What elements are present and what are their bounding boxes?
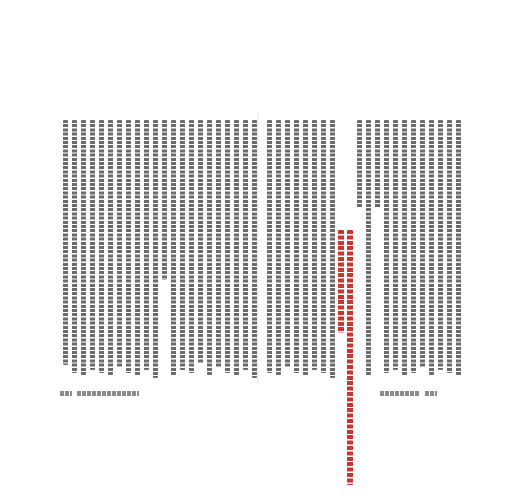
text-column [303,120,308,375]
text-column [294,120,299,373]
text-column [243,120,248,370]
text-column [312,120,317,370]
text-column [144,120,149,370]
text-column [198,120,203,363]
text-column [393,120,398,370]
text-column [252,120,257,378]
text-column [225,120,230,373]
text-column [99,120,104,373]
left-footer [60,388,139,398]
text-column [207,120,212,375]
text-column [108,120,113,375]
text-column [171,120,176,375]
text-column [135,120,140,375]
text-column [384,120,389,373]
text-column [402,120,407,375]
text-column [330,120,335,378]
left-page [60,120,258,378]
text-column [375,120,380,208]
text-column [126,120,131,373]
text-column [234,120,239,375]
text-column [447,120,452,373]
left-page-number [60,391,72,396]
text-column [180,120,185,370]
text-column [81,120,86,375]
text-column [357,120,362,208]
book-gutter [257,112,259,384]
text-column [456,120,461,375]
text-column [276,120,281,375]
text-column [117,120,122,368]
text-column [267,120,272,373]
text-column [72,120,77,373]
text-column [429,120,434,375]
right-page [264,120,462,378]
section-heading-column [347,230,353,485]
text-column [153,120,158,378]
text-column [285,120,290,368]
text-column [216,120,221,368]
text-column [321,120,326,373]
right-page-number [425,391,437,396]
text-column [162,120,167,280]
text-column [438,120,443,370]
text-column [366,120,371,375]
text-column [420,120,425,368]
left-running-title [77,391,139,396]
text-column [90,120,95,370]
text-column [411,120,416,373]
right-running-title [380,391,420,396]
section-heading-column [338,230,344,333]
right-footer [380,388,437,398]
text-column [63,120,68,365]
text-column [189,120,194,373]
